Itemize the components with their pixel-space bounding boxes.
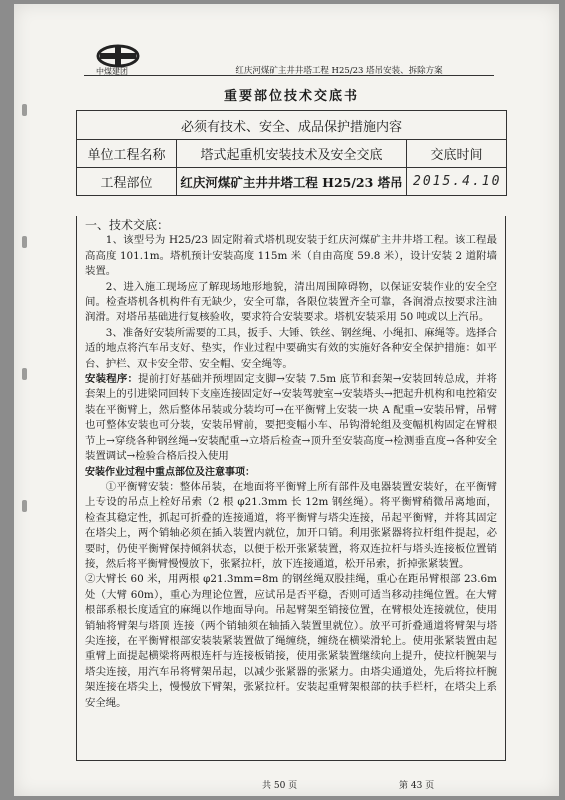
header-rule (84, 75, 494, 76)
binding-hole (22, 500, 27, 512)
binding-hole (22, 368, 27, 380)
logo-text: 中煤建团 (96, 67, 128, 76)
binding-hole (22, 104, 27, 116)
binding-holes (22, 104, 28, 632)
handwritten-date: 2015.4.10 (407, 168, 507, 196)
section-heading: 一、技术交底： (85, 218, 170, 232)
paragraph-main-arm: ②大臂长 60 米，用两根 φ21.3mm=8m 的钢丝绳双股挂绳，重心在距吊臂根部 23.6m 处（大臂 60m），重心为理论位置，应试吊是否平稳，否则可适当移动挂绳位置。在大臂根部系根长度适宜的麻绳以作地面导向。吊起臂架至销接位置，在臂根处连接就位，使用销轴将臂架与塔顶 连接（两个销轴须在轴插入装置里就位）。放平可折叠通道将臂架与塔尖连接，在平衡臂根部安装装紧装置做了绳缠绕，缠绕在横梁滑轮上。使用张紧装置由起重臂上面提起横梁将两根连杆与连接板销接，使用张紧装置继续向上提升，使拉杆腕架与塔尖连接，用汽车吊将臂架吊起，以减少张紧器的张紧力。由塔尖通道处，先后将拉杆腕架连接在塔尖上，慢慢放下臂架，张紧拉杆。安装起重臂架根部的扶手栏杆，在塔尖上系安全绳。 (85, 573, 497, 709)
binding-hole (22, 236, 27, 248)
key-points-heading: 安装作业过程中重点部位及注意事项： (85, 466, 255, 478)
document-subtitle: 必须有技术、安全、成品保护措施内容 (77, 111, 507, 140)
install-procedure-text: 提前打好基础并预埋固定支脚→安装 7.5m 底节和套架→安装回转总成，并将套架上的引进梁同回转下支座连接固定好→安装驾驶室→安装塔头→把起升机构和电控箱安装在平衡臂上，然后整体吊装或分装均可→在平衡臂上安装一块 A 配重→安装吊臂，吊臂也可整体安装也可分装，安装吊臂前，要把变幅小车、吊钩滑轮组及变幅机构固定在臂根节上→穿绕各种钢丝绳→安装配重→立塔后检查→顶升至安装高度→检测垂直度→各种安全装置调试→检验合格后投入使用 (85, 373, 497, 463)
handover-time-label: 交底时间 (407, 140, 507, 168)
document-title: 重要部位技术交底书 (77, 78, 507, 111)
paragraph-1: 1、该型号为 H25/23 固定附着式塔机现安装于红庆河煤矿主井井塔工程。该工程最高高度 101.1m。塔机预计安装高度 115m 米（自由高度 59.8 米），设计安装 2 道附墙装置。 (85, 234, 497, 278)
paragraph-2: 2、进入施工现场应了解现场地形地貌，清出周围障碍物，以保证安装作业的安全空间。检查塔机各机构件有无缺少，安全可靠，各限位装置齐全可靠，各润滑点按要求注油润滑。对塔吊基础进行复核验收，要求符合安装要求。塔机安装采用 50 吨或以上汽吊。 (85, 280, 497, 324)
document-page (14, 4, 559, 796)
unit-project-label: 单位工程名称 (77, 140, 177, 168)
project-header-line: 红庆河煤矿主井井塔工程 H25/23 塔吊安装、拆除方案 (235, 66, 443, 76)
disclosure-form-table (76, 78, 507, 196)
unit-project-value: 塔式起重机安装技术及安全交底 (177, 140, 407, 168)
page-number: 第 43 页 (399, 781, 435, 791)
disclosure-content (76, 216, 506, 761)
part-label: 工程部位 (77, 168, 177, 196)
part-value: 红庆河煤矿主井井塔工程 H25/23 塔吊 (177, 168, 407, 196)
paragraph-balance-arm: ①平衡臂安装：整体吊装，在地面将平衡臂上所有部件及电器装置安装好，在平衡臂上专设的吊点上栓好吊索（2 根 φ21.3mm 长 12m 钢丝绳）。将平衡臂稍微吊离地面，检查其稳定性，抓起可折叠的连接通道，将平衡臂与塔尖连接，吊起平衡臂，并将其固定在塔尖上，两个销轴必须在插入装置内就位，加开口销。利用张紧器将拉杆组件提起，必要时，仍使平衡臂保持倾斜状态，以便于松开张紧装置，将双连拉杆与塔头连接板位置销接，然后将平衡臂慢慢放下，张紧拉杆，放下连接通道，松开吊索，折掉张紧装置。 (85, 480, 497, 570)
install-procedure-label: 安装程序： (85, 373, 139, 386)
paragraph-3: 3、准备好安装所需要的工具，扳手、大锤、铁丝、钢丝绳、小绳扣、麻绳等。选择合适的地点将汽车吊支好、垫实，作业过程中要确实有效的实施好各种安全保护措施：如平台、护栏、双卡安全带、安全帽、安全绳等。 (85, 326, 497, 370)
total-pages: 共 50 页 (262, 781, 298, 791)
install-procedure (85, 372, 497, 464)
